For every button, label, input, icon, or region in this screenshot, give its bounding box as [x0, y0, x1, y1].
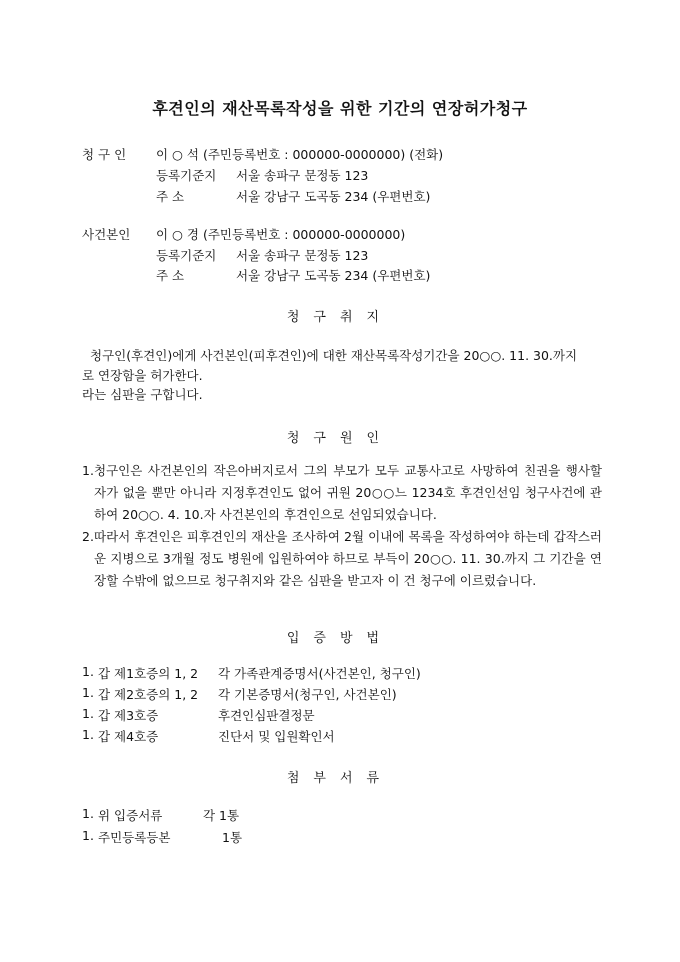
principal-address-label: 주 소 — [156, 268, 185, 283]
claimant-role-label: 청 구 인 — [82, 147, 127, 162]
cause-item-text: 따라서 후견인은 피후견인의 재산을 조사하여 2월 이내에 목록을 작성하여야 하는데 갑작스러운 지병으로 3개월 정도 병원에 입원하여야 하므로 부득이 20○○. 11. 30.까지 그 기간을 연장할 수밖에 없으므로 청구취지와 같은 심판을 받고자 이 건 청구에 이르렀습니다. — [94, 529, 602, 588]
attachment-number: 1. — [82, 806, 94, 821]
evidence-number: 1. — [82, 664, 94, 679]
cause-item-number: 2. — [82, 529, 94, 544]
principal-address: 서울 강남구 도곡동 234 (우편번호) — [236, 268, 431, 283]
principal-role-label: 사건본인 — [82, 227, 131, 242]
evidence-description: 각 가족관계증명서(사건본인, 청구인) — [218, 666, 421, 681]
evidence-number: 1. — [82, 685, 94, 700]
cause-item-text: 청구인은 사건본인의 작은아버지로서 그의 부모가 모두 교통사고로 사망하여 친권을 행사할 자가 없을 뿐만 아니라 지정후견인도 없어 귀원 20○○느 1234호 후견인선임 청구사건에 관하여 20○○. 4. 10.자 사건본인의 후견인으로 선임되었습니다. — [94, 463, 602, 522]
claimant-domicile: 서울 송파구 문정동 123 — [236, 168, 369, 183]
cause-item-number: 1. — [82, 463, 94, 478]
purpose-line-1: 청구인(후견인)에게 사건본인(피후견인)에 대한 재산목록작성기간을 20○○. 11. 30.까지 — [90, 348, 578, 363]
evidence-exhibit: 갑 제3호증 — [98, 708, 159, 723]
evidence-exhibit: 갑 제2호증의 1, 2 — [98, 687, 199, 702]
attachment-count: 각 1통 — [203, 808, 240, 823]
purpose-line-2: 로 연장함을 허가한다. — [82, 368, 203, 383]
principal-name-line: 이 ○ 경 (주민등록번호 : 000000-0000000) — [156, 227, 406, 242]
attachments-heading: 첨부서류 — [286, 771, 394, 786]
document-title: 후견인의 재산목록작성을 위한 기간의 연장허가청구 — [152, 99, 528, 118]
evidence-exhibit: 갑 제1호증의 1, 2 — [98, 666, 199, 681]
principal-domicile-label: 등록기준지 — [156, 248, 217, 263]
claimant-address-label: 주 소 — [156, 189, 185, 204]
attachment-number: 1. — [82, 828, 94, 843]
evidence-description: 후견인심판결정문 — [218, 708, 315, 723]
cause-item — [82, 460, 602, 526]
evidence-description: 각 기본증명서(청구인, 사건본인) — [218, 687, 397, 702]
cause-heading: 청구원인 — [286, 431, 394, 446]
principal-domicile: 서울 송파구 문정동 123 — [236, 248, 369, 263]
purpose-heading: 청구취지 — [286, 310, 394, 325]
evidence-number: 1. — [82, 706, 94, 721]
attachment-count: 1통 — [222, 830, 243, 845]
evidence-description: 진단서 및 입원확인서 — [218, 729, 335, 744]
claimant-domicile-label: 등록기준지 — [156, 168, 217, 183]
evidence-heading: 입증방법 — [286, 631, 394, 646]
attachment-name: 주민등록등본 — [98, 830, 171, 845]
purpose-line-3: 라는 심판을 구합니다. — [82, 387, 203, 402]
claimant-name-line: 이 ○ 석 (주민등록번호 : 000000-0000000) (전화) — [156, 147, 444, 162]
evidence-number: 1. — [82, 727, 94, 742]
cause-item — [82, 526, 602, 592]
evidence-exhibit: 갑 제4호증 — [98, 729, 159, 744]
claimant-address: 서울 강남구 도곡동 234 (우편번호) — [236, 189, 431, 204]
attachment-name: 위 입증서류 — [98, 808, 163, 823]
